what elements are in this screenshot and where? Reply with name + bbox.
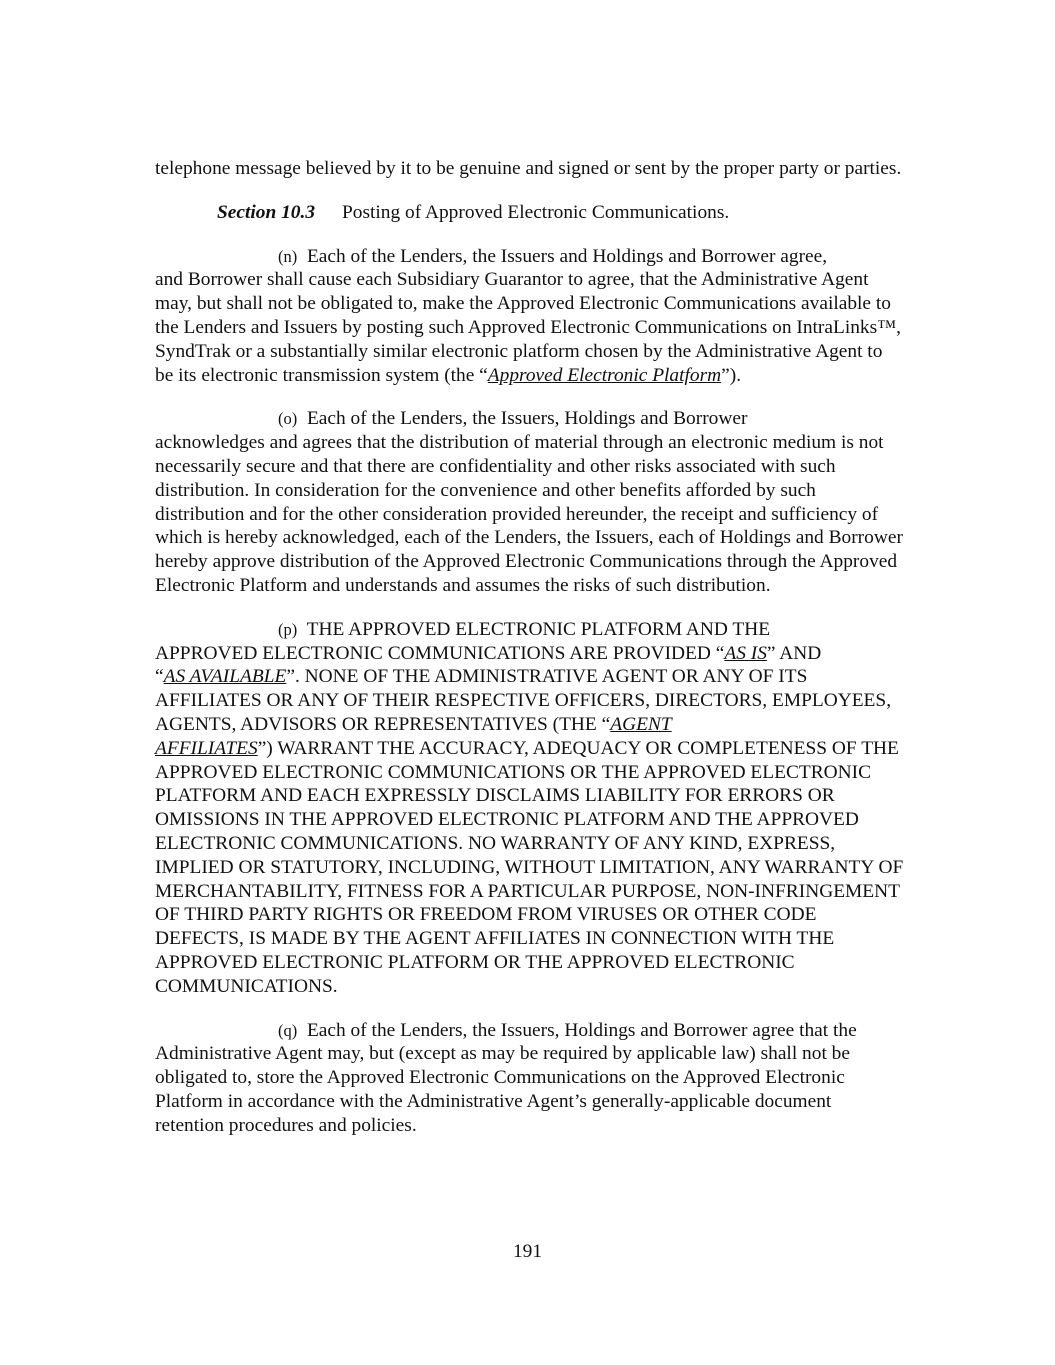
paragraph-n: [155, 245, 905, 388]
paragraph-n-close: ”).: [721, 364, 742, 386]
defined-term-affiliates: AFFILIATES: [155, 737, 258, 759]
paragraph-o-indent: [155, 408, 747, 429]
paragraph-p-indent: [155, 619, 770, 640]
paragraph-n-lead: Each of the Lenders, the Issuers and Holdings and Borrower agree,: [306, 245, 828, 267]
document-page: [155, 157, 905, 1157]
paragraph-n-indent: [155, 246, 827, 267]
defined-term-agent: AGENT: [610, 713, 672, 735]
paragraph-o-body: acknowledges and agrees that the distribution of material through an electronic medium is not necessarily secure and that there are confidentiality and other risks associated with such distribution. In consideration for the convenience and other benefits afforded by such distribution and for the other consideration provided hereunder, the receipt and sufficiency of which is hereby acknowledged, each of the Lenders, the Issuers, each of Holdings and Borrower hereby approve distribution of the Approved Electronic Communications through the Approved Electronic Platform and understands and assumes the risks of such distribution.: [155, 432, 903, 596]
page-number: 191: [512, 1241, 543, 1262]
defined-term-as-available: AS AVAILABLE: [163, 666, 287, 688]
paragraph-p-lead: THE APPROVED ELECTRONIC PLATFORM AND THE: [306, 618, 771, 640]
paragraph-o-lead: Each of the Lenders, the Issuers, Holdings and Borrower: [306, 408, 748, 430]
paragraph-n-label: (n): [278, 246, 298, 266]
paragraph-p: [155, 618, 905, 999]
defined-term-as-is: AS IS: [724, 642, 767, 664]
paragraph-q-lead: Each of the Lenders, the Issuers, Holdings and Borrower agree that the: [306, 1019, 857, 1041]
paragraph-p-body: ”. NONE OF THE ADMINISTRATIVE AGENT OR ANY OF ITS AFFILIATES OR ANY OF THEIR RESPECTIVE OFFICERS, DIRECTORS, EMPLOYEES, AGENTS, ADVISORS OR REPRESENTATIVES (THE “: [155, 666, 892, 735]
paragraph-n-body: and Borrower shall cause each Subsidiary Guarantor to agree, that the Administrative Agent may, but shall not be obligated to, make the Approved Electronic Communications available to the Lenders and Issuers by posting such Approved Electronic Communications on IntraLinks™, SyndTrak or a substantially similar electronic platform chosen by the Administrative Agent to be its electronic transmission system (the “: [155, 269, 902, 386]
section-number: Section 10.3: [217, 201, 316, 223]
paragraph-o: [155, 407, 905, 597]
paragraph-q: [155, 1019, 905, 1138]
continuation-text: telephone message believed by it to be genuine and signed or sent by the proper party or parties.: [155, 158, 902, 179]
paragraph-q-body: Administrative Agent may, but (except as may be required by applicable law) shall not be obligated to, store the Approved Electronic Communications on the Approved Electronic Platform in accordance with the Administrative Agent’s generally-applicable document retention procedures and policies.: [155, 1043, 850, 1136]
paragraph-p-rest: ”) WARRANT THE ACCURACY, ADEQUACY OR COMPLETENESS OF THE APPROVED ELECTRONIC COMMUNICATIONS OR THE APPROVED ELECTRONIC PLATFORM AND EACH EXPRESSLY DISCLAIMS LIABILITY FOR ERRORS OR OMISSIONS IN THE APPROVED ELECTRONIC PLATFORM AND THE APPROVED ELECTRONIC COMMUNICATIONS. NO WARRANTY OF ANY KIND, EXPRESS, IMPLIED OR STATUTORY, INCLUDING, WITHOUT LIMITATION, ANY WARRANTY OF MERCHANTABILITY, FITNESS FOR A PARTICULAR PURPOSE, NON-INFRINGEMENT OF THIRD PARTY RIGHTS OR FREEDOM FROM VIRUSES OR OTHER CODE DEFECTS, IS MADE BY THE AGENT AFFILIATES IN CONNECTION WITH THE APPROVED ELECTRONIC PLATFORM OR THE APPROVED ELECTRONIC COMMUNICATIONS.: [155, 737, 904, 997]
paragraph-p-label: (p): [278, 619, 298, 639]
paragraph-p-and: ” AND: [766, 642, 822, 664]
paragraph-o-label: (o): [278, 409, 298, 429]
paragraph-q-label: (q): [278, 1020, 298, 1040]
paragraph-q-indent: [155, 1020, 857, 1041]
paragraph-p-open-quote: “: [155, 666, 164, 688]
section-title: Posting of Approved Electronic Communications.: [342, 201, 730, 223]
paragraph-p-line2: APPROVED ELECTRONIC COMMUNICATIONS ARE PROVIDED “: [155, 642, 725, 664]
defined-term-approved-electronic-platform: Approved Electronic Platform: [487, 364, 722, 386]
continuation-paragraph: [155, 157, 905, 181]
section-heading: [155, 201, 905, 225]
